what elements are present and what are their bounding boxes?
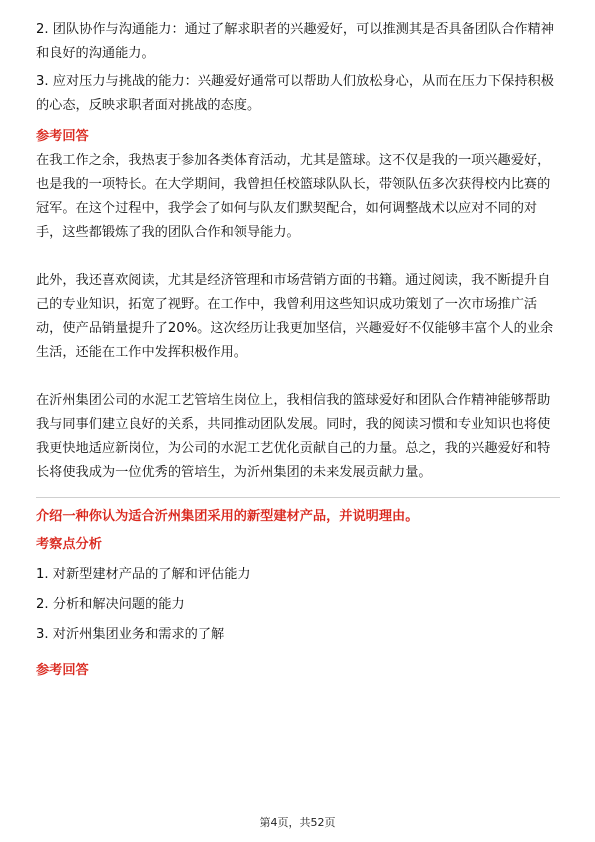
answer-paragraph-reading: 此外，我还喜欢阅读，尤其是经济管理和市场营销方面的书籍。通过阅读，我不断提升自己的专业知识，拓宽了视野。在工作中，我曾利用这些知识成功策划了一次市场推广活动，使产品销量提升了20%。这次经历让我更加坚信，兴趣爱好不仅能够丰富个人的业余生活，还能在工作中发挥积极作用。 <box>36 273 554 360</box>
answer-heading: 参考回答 <box>36 129 89 144</box>
answer-paragraph-position: 在沂州集团公司的水泥工艺管培生岗位上，我相信我的篮球爱好和团队合作精神能够帮助我与同事们建立良好的关系，共同推动团队发展。同时，我的阅读习惯和专业知识也将使我更快地适应新岗位，为公司的水泥工艺优化贡献自己的力量。总之，我的兴趣爱好和特长将使我成为一位优秀的管培生，为沂州集团的未来发展贡献力量。 <box>36 393 551 480</box>
section-divider <box>36 497 560 498</box>
document-page <box>36 18 560 683</box>
page-number: 第4页，共52页 <box>259 816 336 829</box>
point-teamwork: 2. 团队协作与沟通能力：通过了解求职者的兴趣爱好，可以推测其是否具备团队合作精神和良好的沟通能力。 <box>36 22 554 61</box>
analysis-point-3: 3. 对沂州集团业务和需求的了解 <box>36 627 225 642</box>
answer-heading-2: 参考回答 <box>36 663 89 678</box>
question-title: 介绍一种你认为适合沂州集团采用的新型建材产品，并说明理由。 <box>36 509 419 524</box>
analysis-point-2: 2. 分析和解决问题的能力 <box>36 597 185 612</box>
analysis-heading: 考察点分析 <box>36 537 102 552</box>
answer-paragraph-basketball: 在我工作之余，我热衷于参加各类体育活动，尤其是篮球。这不仅是我的一项兴趣爱好，也是我的一项特长。在大学期间，我曾担任校篮球队队长，带领队伍多次获得校内比赛的冠军。在这个过程中，我学会了如何与队友们默契配合，如何调整战术以应对不同的对手，这些都锻炼了我的团队合作和领导能力。 <box>36 153 551 240</box>
point-pressure: 3. 应对压力与挑战的能力：兴趣爱好通常可以帮助人们放松身心，从而在压力下保持积极的心态，反映求职者面对挑战的态度。 <box>36 74 554 113</box>
analysis-point-1: 1. 对新型建材产品的了解和评估能力 <box>36 567 251 582</box>
